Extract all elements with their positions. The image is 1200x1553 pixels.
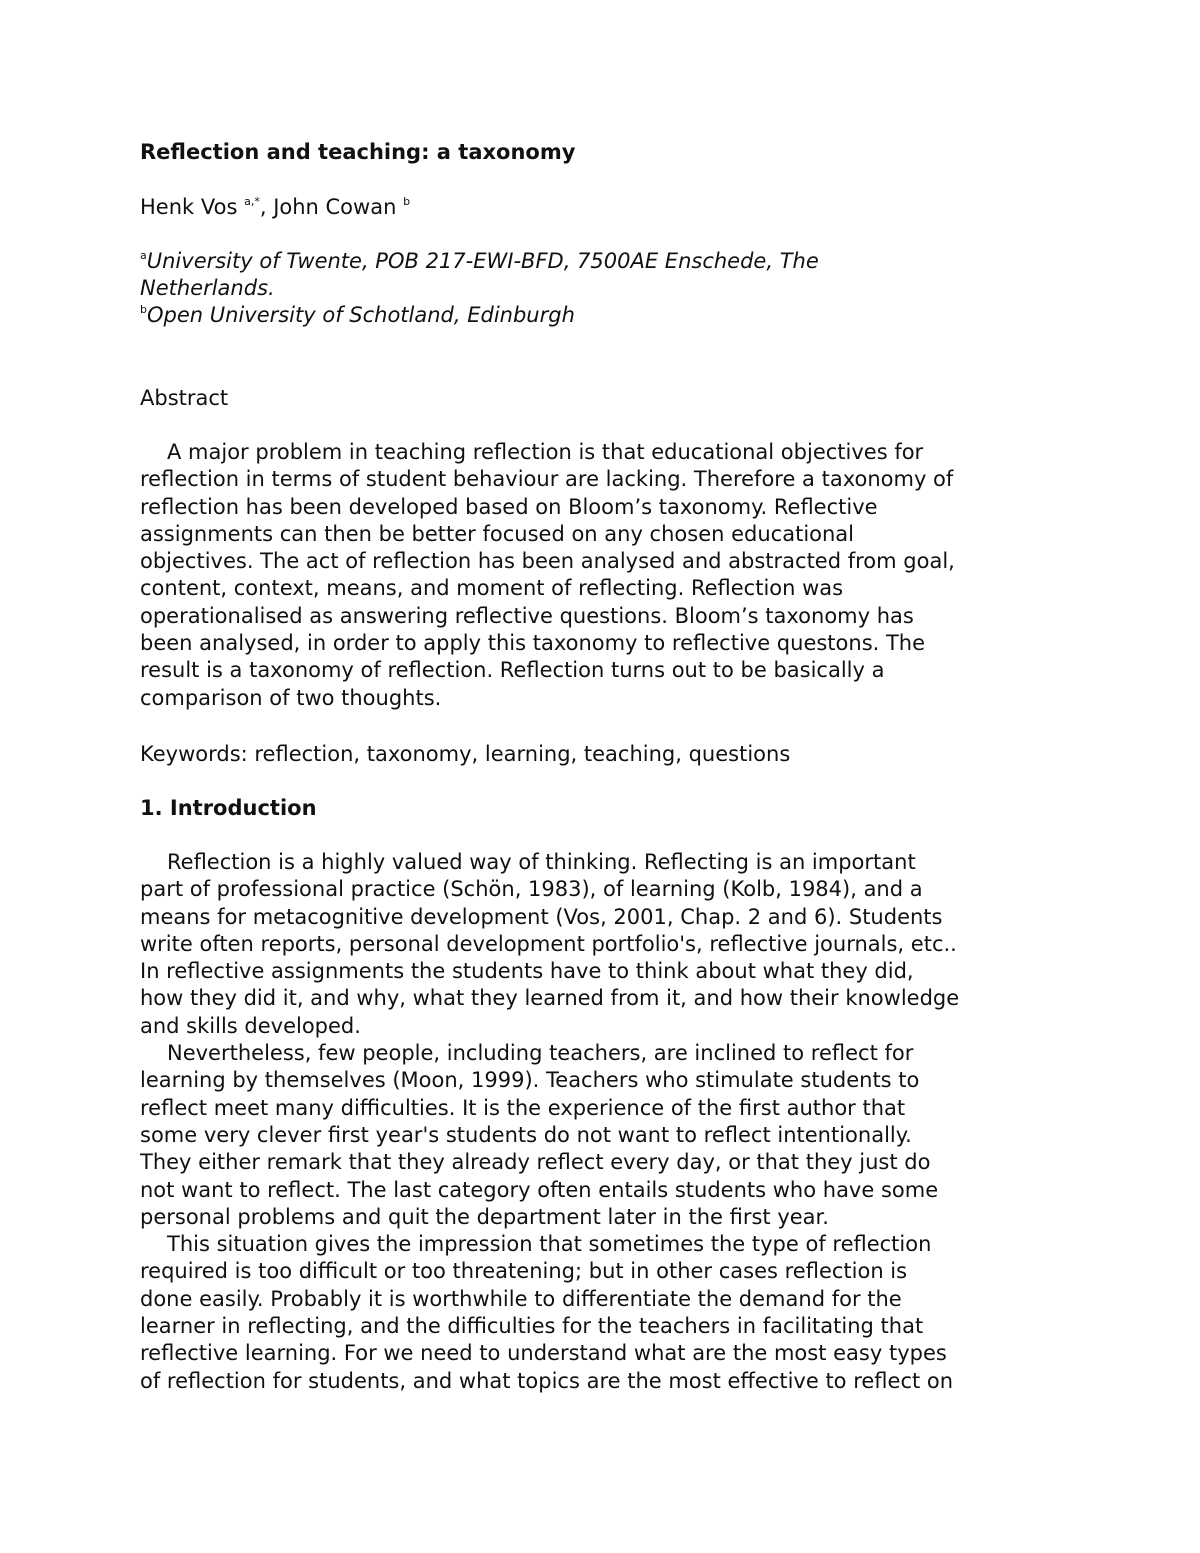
abstract-line: content, context, means, and moment of reflecting. Reflection was [140,576,844,601]
introduction-line: how they did it, and why, what they learned from it, and how their knowledge [140,986,960,1011]
paper-title: Reflection and teaching: a taxonomy [140,140,576,164]
affiliation-b [140,302,1070,329]
abstract-line: assignments can then be better focused on any chosen educational [140,521,855,546]
introduction-line: reflect meet many difficulties. It is the experience of the first author that [140,1095,906,1120]
introduction-line: Reflection is a highly valued way of thinking. Reflecting is an important [167,850,916,874]
affiliation-marker: a [140,249,147,262]
affiliation-marker: b [140,303,147,316]
affiliation-a [140,248,1070,275]
introduction-line: personal problems and quit the department later in the first year. [140,1204,829,1229]
introduction-line: They either remark that they already reflect every day, or that they just do [140,1150,931,1175]
introduction-body [140,849,1070,1395]
abstract-line: comparison of two thoughts. [140,685,442,710]
section-heading-introduction: 1. Introduction [140,796,317,820]
introduction-line: and skills developed. [140,1013,361,1038]
keywords-line: Keywords: reflection, taxonomy, learning, teaching, questions [140,742,791,766]
introduction-line: In reflective assignments the students have to think about what they did, [140,959,914,984]
abstract-heading: Abstract [140,386,229,410]
introduction-line: Nevertheless, few people, including teachers, are inclined to reflect for [167,1041,914,1066]
author-name: John Cowan [273,195,397,219]
author-separator: , [259,195,274,219]
introduction-line: This situation gives the impression that sometimes the type of reflection [167,1232,932,1257]
introduction-line: part of professional practice (Schön, 1983), of learning (Kolb, 1984), and a [140,877,923,902]
abstract-line: A major problem in teaching reflection is that educational objectives for [167,440,924,464]
abstract-line: been analysed, in order to apply this taxonomy to reflective questons. The [140,631,926,656]
affiliation-a-continued: Netherlands. [140,276,275,300]
author-name: Henk Vos [140,195,238,219]
abstract-line: reflection in terms of student behaviour are lacking. Therefore a taxonomy of [140,467,954,492]
introduction-line: done easily. Probably it is worthwhile to differentiate the demand for the [140,1286,902,1311]
abstract-line: operationalised as answering reflective questions. Bloom’s taxonomy has [140,603,914,628]
introduction-line: write often reports, personal development portfolio's, reflective journals, etc.. [140,931,957,956]
introduction-line: learner in reflecting, and the difficulties for the teachers in facilitating that [140,1314,924,1339]
abstract-paragraph [140,439,1070,712]
affiliation-list [140,248,1070,329]
author-affiliation-marker: a,* [244,195,260,208]
affiliation-line: University of Twente, POB 217-EWI-BFD, 7500AE Enschede, The [146,249,819,273]
introduction-line: some very clever first year's students do not want to reflect intentionally. [140,1122,912,1147]
introduction-line: required is too difficult or too threatening; but in other cases reflection is [140,1259,908,1284]
author-list [140,192,410,222]
affiliation-line: Open University of Schotland, Edinburgh [146,303,575,327]
author-affiliation-marker: b [403,195,411,208]
introduction-line: not want to reflect. The last category often entails students who have some [140,1177,939,1202]
introduction-line: means for metacognitive development (Vos, 2001, Chap. 2 and 6). Students [140,904,943,929]
introduction-line: learning by themselves (Moon, 1999). Teachers who stimulate students to [140,1068,920,1093]
abstract-line: result is a taxonomy of reflection. Reflection turns out to be basically a [140,658,885,683]
introduction-line: reflective learning. For we need to understand what are the most easy types [140,1341,947,1366]
introduction-line: of reflection for students, and what topics are the most effective to reflect on [140,1368,954,1393]
abstract-line: reflection has been developed based on Bloom’s taxonomy. Reflective [140,494,878,519]
abstract-line: objectives. The act of reflection has been analysed and abstracted from goal, [140,549,955,574]
